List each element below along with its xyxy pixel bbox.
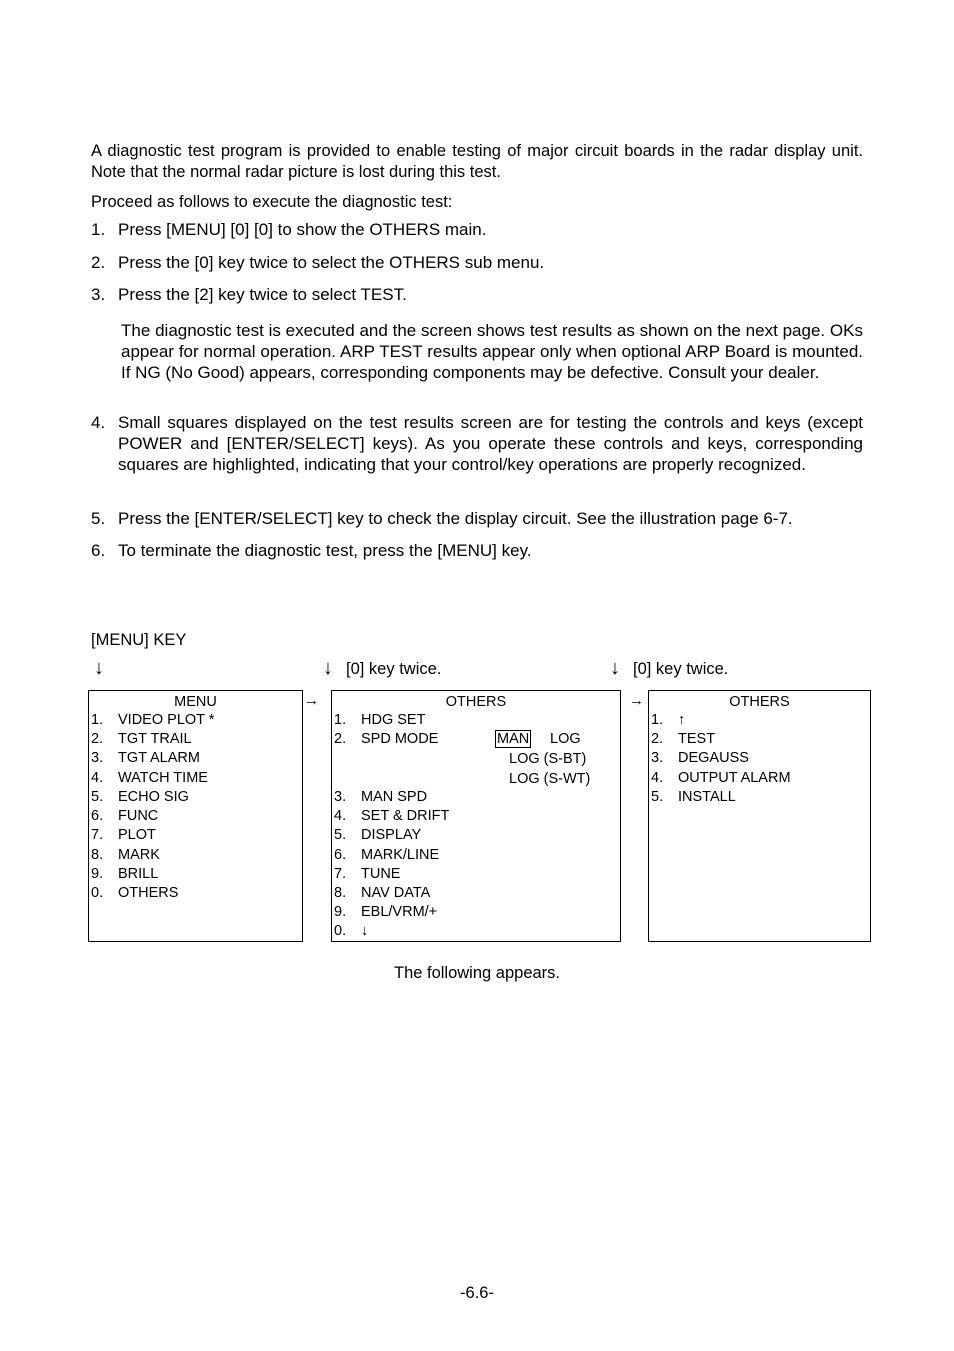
step-3 — [91, 284, 863, 305]
menu-item[interactable]: 7. TUNE — [334, 866, 401, 882]
menu-item[interactable]: 1. HDG SET — [334, 712, 426, 728]
others-submenu-box — [648, 690, 871, 942]
spd-mode-log-sbt-option[interactable]: LOG (S-BT) — [509, 751, 587, 767]
menu-item[interactable]: 4. WATCH TIME — [91, 770, 208, 786]
step-number: 1. — [91, 220, 106, 239]
menu-key-label: [MENU] KEY — [91, 631, 187, 649]
menu-item[interactable]: 2. TGT TRAIL — [91, 731, 192, 747]
menu-item[interactable]: 3. MAN SPD — [334, 789, 428, 805]
menu-item[interactable]: 1. VIDEO PLOT * — [91, 712, 215, 728]
key-twice-label: [0] key twice. — [346, 660, 442, 678]
menu-item[interactable]: 5. DISPLAY — [334, 827, 422, 843]
step-number: 3. — [91, 285, 106, 304]
intro-proceed: Proceed as follows to execute the diagnostic test: — [91, 193, 453, 211]
menu-item-more[interactable]: 0. ↓ — [334, 923, 369, 939]
page-number: -6.6- — [460, 1284, 494, 1302]
down-arrow-icon: ↓ — [610, 657, 620, 679]
step-3-note: The diagnostic test is executed and the screen shows test results as shown on the next page. OKs appear for normal operation. ARP TEST results appear only when optional ARP Board is mounted. If NG (No Good) appears, corresponding components may be defective. Consult your dealer. — [121, 321, 863, 382]
menu-item[interactable]: 3. TGT ALARM — [91, 750, 200, 766]
step-text: Press [MENU] [0] [0] to show the OTHERS main. — [118, 220, 487, 239]
menu-item-back[interactable]: 1. ↑ — [651, 712, 686, 728]
step-number: 6. — [91, 541, 106, 560]
menu-item[interactable]: 8. NAV DATA — [334, 885, 431, 901]
menu-item[interactable]: 4. SET & DRIFT — [334, 808, 450, 824]
step-number: 5. — [91, 509, 106, 528]
down-arrow-icon: ↓ — [94, 657, 104, 679]
down-arrow-icon: ↓ — [323, 657, 333, 679]
menu-item[interactable]: 6. MARK/LINE — [334, 847, 440, 863]
menu-title: OTHERS — [445, 694, 507, 710]
intro-paragraph: A diagnostic test program is provided to enable testing of major circuit boards in the radar display unit. Note that the normal radar picture is lost during this test. — [91, 142, 863, 181]
menu-item[interactable]: 8. MARK — [91, 847, 160, 863]
menu-item[interactable]: 7. PLOT — [91, 827, 156, 843]
step-1 — [91, 219, 863, 240]
menu-item[interactable]: 9. BRILL — [91, 866, 159, 882]
right-arrow-icon: → — [304, 692, 319, 709]
spd-mode-man-option[interactable]: MAN — [497, 731, 530, 747]
menu-item[interactable]: 2. TEST — [651, 731, 716, 747]
menu-title: MENU — [174, 694, 217, 710]
step-number: 4. — [91, 413, 106, 432]
spd-mode-log-swt-option[interactable]: LOG (S-WT) — [509, 771, 591, 787]
others-menu-box — [331, 690, 621, 942]
step-text: Press the [0] key twice to select the OTHERS sub menu. — [118, 253, 545, 272]
menu-item[interactable]: 6. FUNC — [91, 808, 159, 824]
spd-mode-log-option[interactable]: LOG — [550, 731, 581, 747]
step-number: 2. — [91, 253, 106, 272]
menu-title: OTHERS — [729, 694, 790, 710]
step-4 — [91, 412, 863, 475]
menu-item[interactable]: 2. SPD MODE — [334, 731, 439, 747]
menu-item[interactable]: 9. EBL/VRM/+ — [334, 904, 438, 920]
menu-item[interactable]: 3. DEGAUSS — [651, 750, 749, 766]
step-text: Press the [2] key twice to select TEST. — [118, 285, 407, 304]
main-menu-box — [88, 690, 303, 942]
right-arrow-icon: → — [629, 692, 644, 709]
menu-item[interactable]: 5. INSTALL — [651, 789, 736, 805]
step-6 — [91, 540, 863, 561]
step-text: To terminate the diagnostic test, press the [MENU] key. — [118, 541, 532, 560]
step-text: Press the [ENTER/SELECT] key to check the display circuit. See the illustration page 6-7. — [118, 509, 793, 528]
following-caption: The following appears. — [393, 964, 560, 982]
key-twice-label: [0] key twice. — [633, 660, 729, 678]
step-2 — [91, 252, 863, 273]
step-5 — [91, 508, 863, 529]
up-arrow-icon: ↑ — [678, 712, 686, 728]
step-text: Small squares displayed on the test results screen are for testing the controls and keys (except POWER and [ENTER/SELECT] keys). As you operate these controls and keys, corresponding squares are highlighted, indicating that your control/key operations are properly recognized. — [118, 413, 863, 474]
menu-item[interactable]: 5. ECHO SIG — [91, 789, 189, 805]
down-arrow-icon: ↓ — [361, 923, 369, 939]
menu-item[interactable]: 0. OTHERS — [91, 885, 179, 901]
menu-item[interactable]: 4. OUTPUT ALARM — [651, 770, 791, 786]
